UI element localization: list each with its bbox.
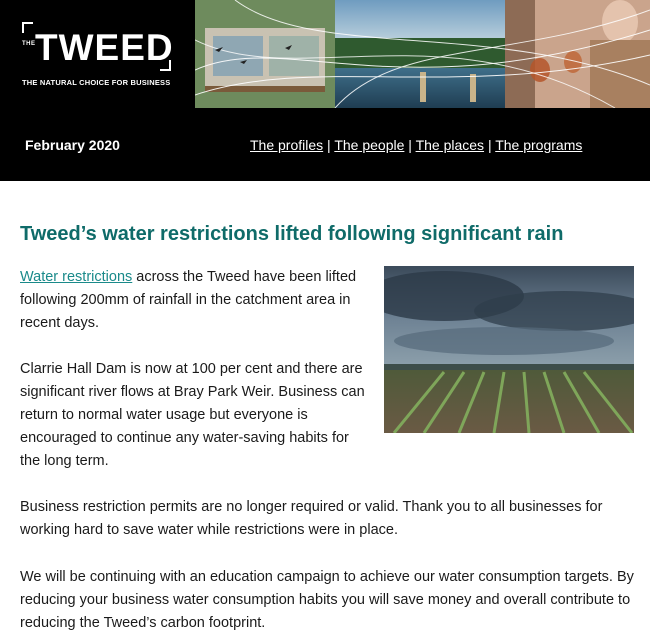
nav-link-profiles[interactable]: The profiles — [250, 137, 324, 153]
logo-wordmark: TWEED — [35, 27, 174, 68]
article-paragraph-1 — [20, 266, 370, 335]
logo-prefix: THE — [22, 41, 36, 47]
logo-corner-mark — [160, 60, 171, 71]
banner-collage — [195, 0, 650, 108]
article-paragraph-4: We will be continuing with an education campaign to achieve our water consumption targets. By reducing your business water consumption habits you will save money and overall contribute to reducing the Tweed’s carbon footprint. — [20, 569, 634, 631]
nav-separator: | — [408, 137, 412, 153]
email-header — [0, 0, 650, 181]
nav-link-places[interactable]: The places — [415, 137, 485, 153]
article-title: Tweed’s water restrictions lifted following significant rain — [20, 223, 564, 245]
logo-corner-mark — [22, 22, 33, 33]
storm-over-field-photo — [384, 266, 634, 433]
nav-separator: | — [487, 137, 492, 153]
header-banner-image — [195, 0, 650, 108]
header-nav — [250, 137, 582, 153]
article-paragraph-3: Business restriction permits are no longer required or valid. Thank you to all businesses for working hard to save water while restrictions were in place. — [20, 499, 603, 538]
nav-separator: | — [327, 137, 331, 153]
logo-tagline: THE NATURAL CHOICE FOR BUSINESS — [22, 78, 171, 87]
nav-link-people[interactable]: The people — [334, 137, 405, 153]
water-restrictions-link[interactable]: Water restrictions — [20, 269, 133, 285]
paragraph-1-text: across the Tweed have been lifted following 200mm of rainfall in the catchment area in recent days. — [20, 269, 357, 331]
issue-date: February 2020 — [25, 137, 120, 153]
tweed-logo[interactable] — [0, 0, 195, 108]
nav-link-programs[interactable]: The programs — [495, 137, 583, 153]
storm-field-image — [384, 266, 634, 433]
article-paragraph-2: Clarrie Hall Dam is now at 100 per cent and there are significant river flows at Bray Park Weir. Business can return to normal water usage but everyone is encouraged to continue any water-saving habits for the long term. — [20, 361, 365, 469]
